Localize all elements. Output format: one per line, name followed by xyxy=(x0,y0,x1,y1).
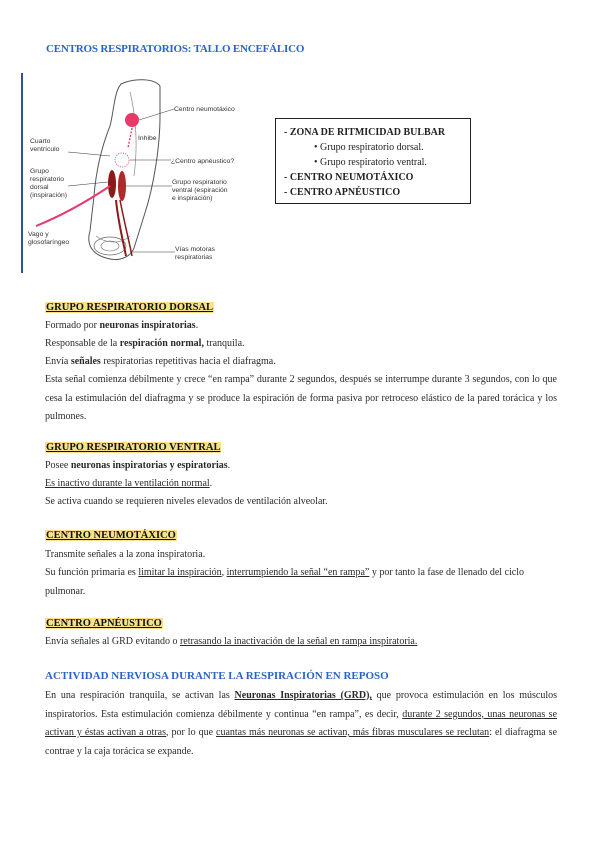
summary-box xyxy=(275,118,471,204)
label-vias-motoras: Vías motoras respiratorias xyxy=(175,246,216,261)
margin-bar xyxy=(21,73,23,273)
heading-centro-neumotaxico: CENTRO NEUMOTÁXICO xyxy=(46,530,176,541)
ventral-group-shape xyxy=(118,171,126,201)
label-grupo-ventral: Grupo respiratorio ventral (espiración e inspiración) xyxy=(172,179,228,202)
box-item-ventral: • Grupo respiratorio ventral. xyxy=(314,157,427,168)
ventral-p2: Es inactivo durante la ventilación normal. xyxy=(45,478,213,489)
neumotaxico-p1: Transmite señales a la zona inspiratoria. xyxy=(45,549,206,560)
box-line-neumotaxico: - CENTRO NEUMOTÁXICO xyxy=(284,172,414,183)
label-cuarto-ventriculo: Cuarto ventrículo xyxy=(30,138,60,153)
ventral-p1: Posee neuronas inspiratorias y espiratorias. xyxy=(45,460,231,471)
label-centro-apneustico: ¿Centro apnéustico? xyxy=(171,158,235,165)
ventral-p3: Se activa cuando se requieren niveles elevados de ventilación alveolar. xyxy=(45,496,328,507)
label-inhibe: Inhibe xyxy=(138,135,157,142)
brainstem-figure xyxy=(26,76,266,271)
page-title: CENTROS RESPIRATORIOS: TALLO ENCEFÁLICO xyxy=(46,43,305,55)
box-line-apneustico: - CENTRO APNÉUSTICO xyxy=(284,187,401,198)
brainstem-outline xyxy=(89,80,160,260)
dorsal-p1: Formado por neuronas inspiratorias. xyxy=(45,320,199,331)
heading-grupo-dorsal: GRUPO RESPIRATORIO DORSAL xyxy=(46,302,214,313)
label-grupo-dorsal: Grupo respiratorio dorsal (inspiración) xyxy=(30,168,68,199)
neumotaxico-p2: Su función primaria es limitar la inspiración, interrumpiendo la señal “en rampa” y por tanto la fase de llenado del ciclo pulmonar. xyxy=(45,567,525,597)
apneustico-p1: Envía señales al GRD evitando o retrasando la inactivación de la señal en rampa inspiratoria. xyxy=(45,636,418,647)
label-vago: Vago y glosofaríngeo xyxy=(28,231,70,246)
dorsal-group-shape xyxy=(108,170,116,198)
box-line-zona: - ZONA DE RITMICIDAD BULBAR xyxy=(284,127,446,138)
heading-grupo-ventral: GRUPO RESPIRATORIO VENTRAL xyxy=(46,442,221,453)
heading-actividad-nerviosa: ACTIVIDAD NERVIOSA DURANTE LA RESPIRACIÓN EN REPOSO xyxy=(45,670,389,682)
box-item-dorsal: • Grupo respiratorio dorsal. xyxy=(314,142,424,153)
label-centro-neumotaxico: Centro neumotáxico xyxy=(174,106,235,113)
actividad-p1: En una respiración tranquila, se activan las Neuronas Inspiratorias (GRD), que provoca estimulación en los músculos inspiratorios. Esta estimulación comienza débilmente y continua “en rampa”, es decir, durante 2 segundos, unas neuronas se activan y éstas activan a otras, por lo que cuantas más neuronas se activan, más fibras musculares se reclutan: el diafragma se contrae y la caja torácica se expande. xyxy=(45,690,558,757)
dorsal-p3: Envía señales respiratorias repetitivas hacia el diafragma. xyxy=(45,356,276,367)
heading-centro-apneustico: CENTRO APNÉUSTICO xyxy=(46,618,162,629)
dorsal-p2: Responsable de la respiración normal, tranquila. xyxy=(45,338,245,349)
dorsal-p4: Esta señal comienza débilmente y crece “en rampa” durante 2 segundos, después se interrumpe durante 3 segundos, con lo que cesa la estimulación del diafragma y se produce la espiración de forma pasiva por retroceso elástico de la pared torácica y los pulmones. xyxy=(45,374,557,422)
neumotaxico-dot xyxy=(125,113,139,127)
